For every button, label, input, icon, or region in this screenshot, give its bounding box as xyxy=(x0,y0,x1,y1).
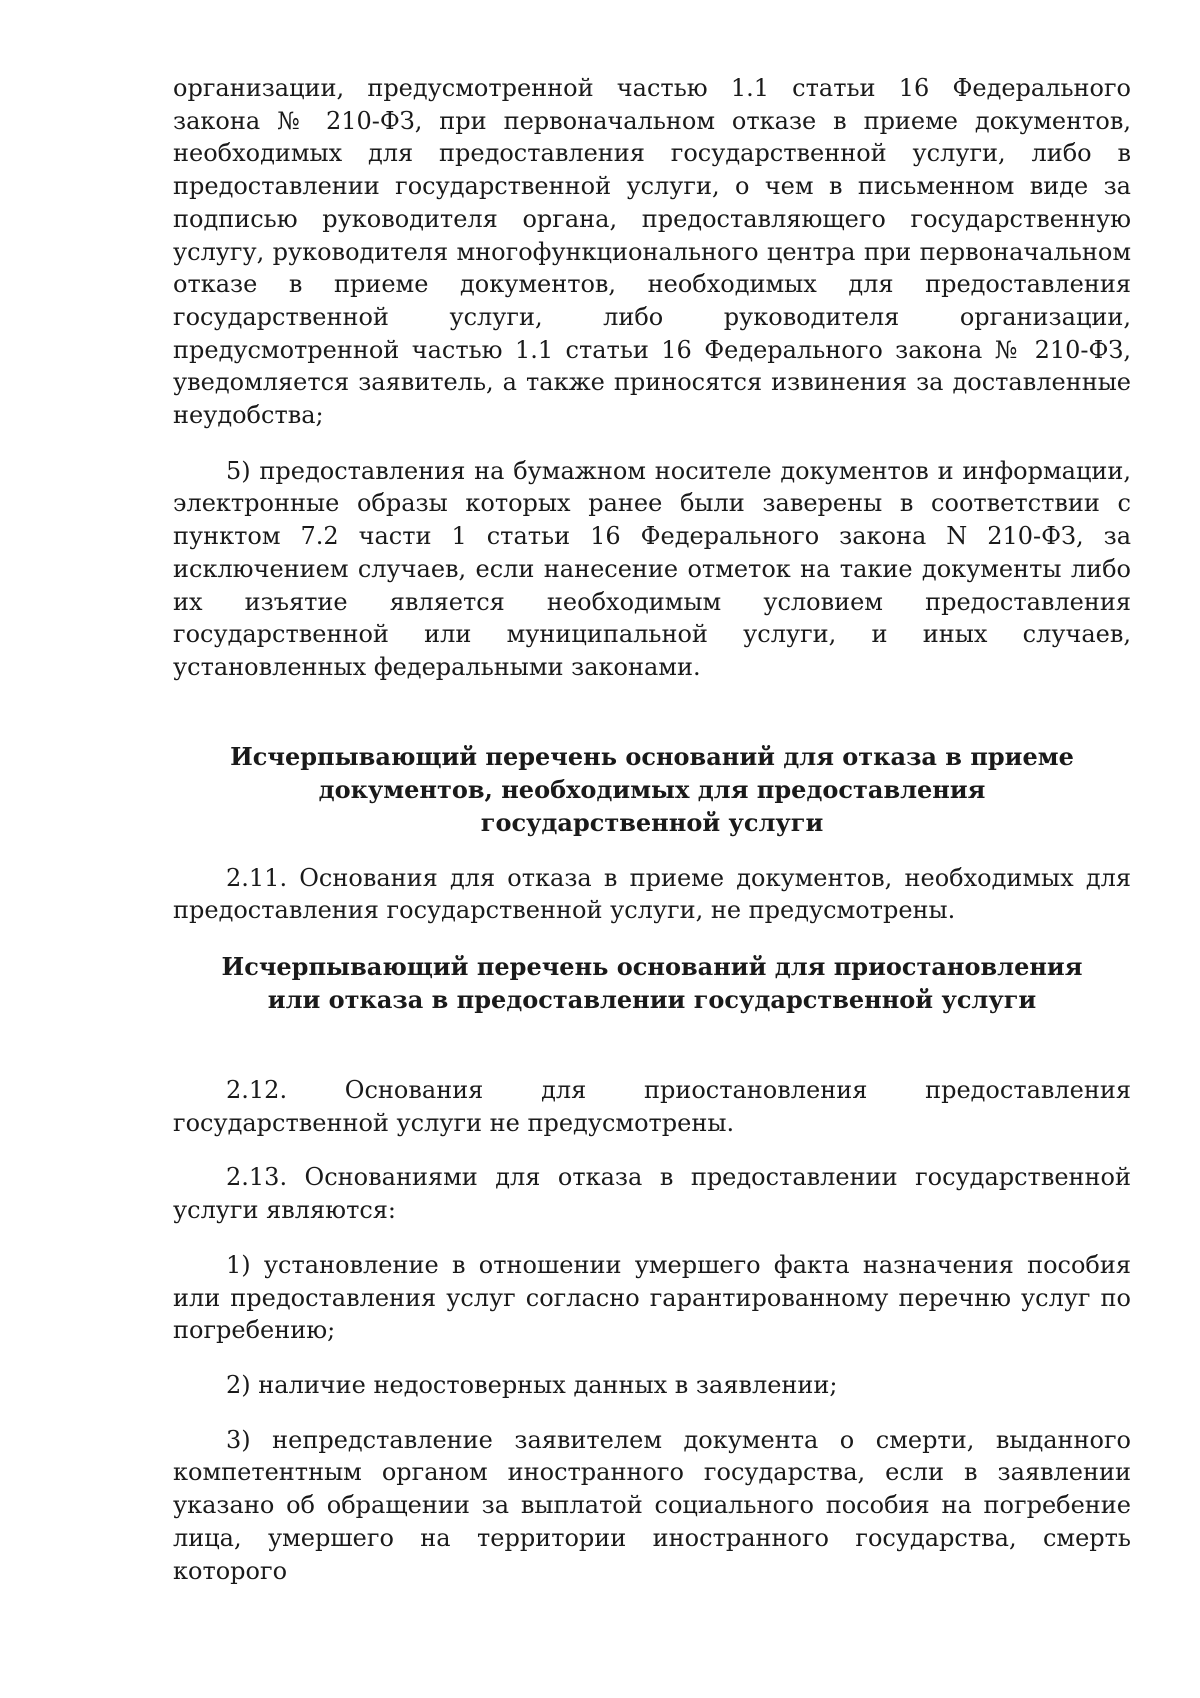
heading-line: Исчерпывающий перечень оснований для приостановления xyxy=(221,952,1083,982)
section-heading-refusal-documents xyxy=(173,740,1131,839)
paragraph-2-13: 2.13. Основаниями для отказа в предоставлении государственной услуги являются: xyxy=(173,1163,1131,1225)
paragraph-2-12: 2.12. Основания для приостановления предоставления государственной услуги не предусмотрены. xyxy=(173,1076,1131,1137)
paragraph-item-5: 5) предоставления на бумажном носителе документов и информации, электронные образы которых ранее были заверены в соответствии с пунктом 7.2 части 1 статьи 16 Федерального закона N 210-ФЗ, за исключением случаев, если нанесение отметок на такие документы либо их изъятие является необходимым условием предоставления государственной или муниципальной услуги, и иных случаев, установленных федеральными законами. xyxy=(173,456,1131,681)
paragraph-item-1: 1) установление в отношении умершего факта назначения пособия или предоставления услуг согласно гарантированному перечню услуг по погребению; xyxy=(173,1250,1131,1345)
heading-line: документов, необходимых для предоставления xyxy=(318,774,986,804)
heading-line: Исчерпывающий перечень оснований для отказа в приеме xyxy=(230,741,1074,771)
paragraph-item-2: 2) наличие недостоверных данных в заявлении; xyxy=(226,1370,838,1399)
paragraph-item-3: 3) непредставление заявителем документа о смерти, выданного компетентным органом иностранного государства, если в заявлении указано об обращении за выплатой социального пособия на погребение лица, умершего на территории иностранного государства, смерть которого xyxy=(173,1425,1131,1585)
section-heading-suspension-refusal xyxy=(173,950,1131,1016)
paragraph-2-11: 2.11. Основания для отказа в приеме документов, необходимых для предоставления государственной услуги, не предусмотрены. xyxy=(173,863,1131,925)
document-body xyxy=(173,72,1131,1587)
heading-line: государственной услуги xyxy=(480,807,824,837)
paragraph-notification: организации, предусмотренной частью 1.1 статьи 16 Федерального закона № 210-ФЗ, при первоначальном отказе в приеме документов, необходимых для предоставления государственной услуги, либо в предоставлении государственной услуги, о чем в письменном виде за подписью руководителя органа, предоставляющего государственную услугу, руководителя многофункционального центра при первоначальном отказе в приеме документов, необходимых для предоставления государственной услуги, либо руководителя организации, предусмотренной частью 1.1 статьи 16 Федерального закона № 210-ФЗ, уведомляется заявитель, а также приносятся извинения за доставленные неудобства; xyxy=(173,74,1131,430)
heading-line: или отказа в предоставлении государственной услуги xyxy=(267,985,1037,1015)
